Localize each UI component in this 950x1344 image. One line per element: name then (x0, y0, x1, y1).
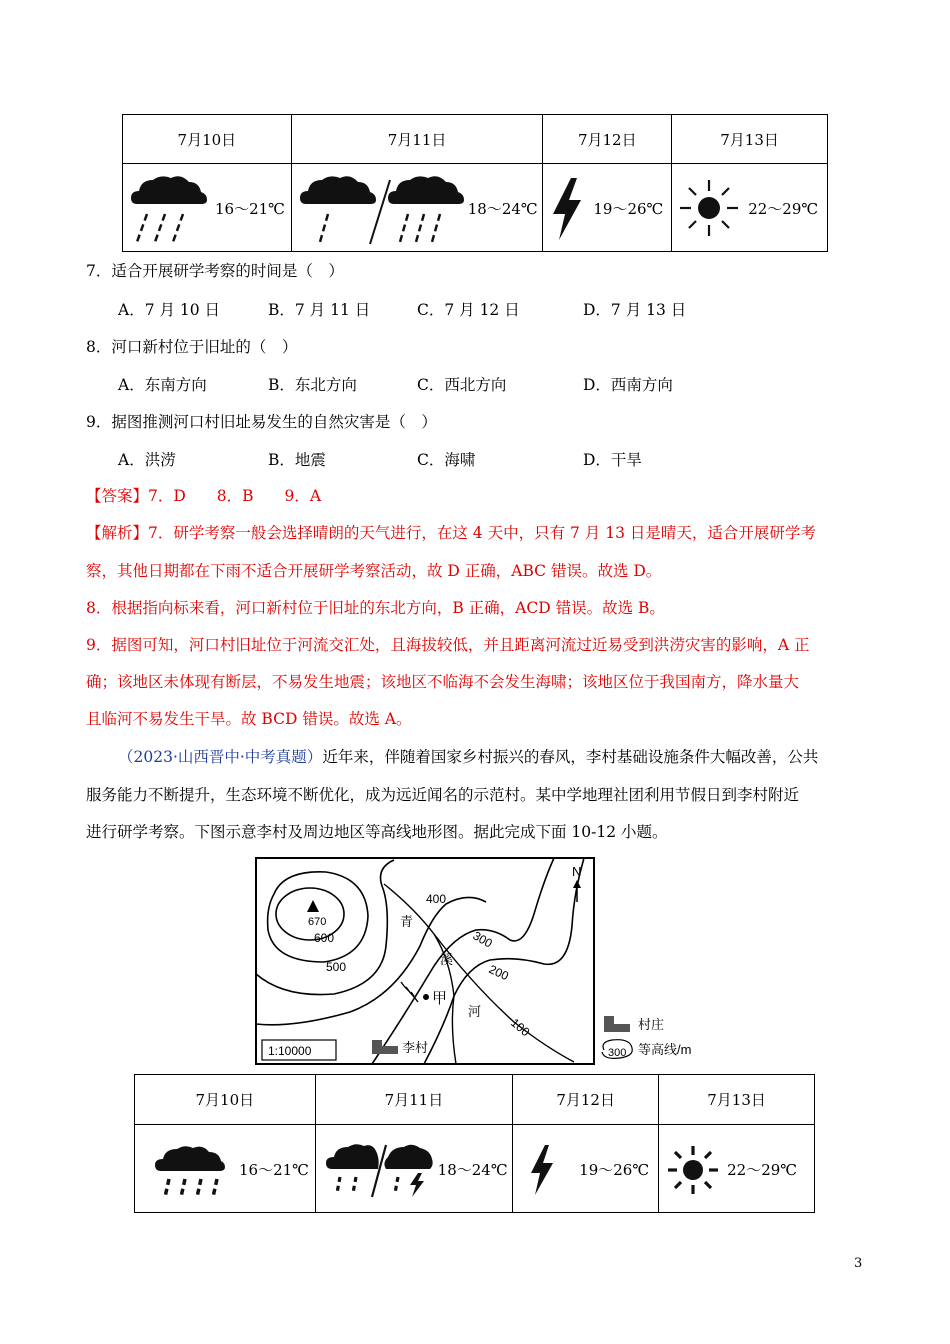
temperature: 18～24℃ (467, 200, 538, 218)
page-number: 3 (854, 1256, 863, 1271)
analysis-line: 9．据图可知，河口村旧址位于河流交汇处，且海拔较低，并且距离河流过近易受到洪涝灾害的影响，A 正 (86, 636, 810, 654)
contour-label: 400 (426, 892, 447, 906)
map-scale: 1:10000 (268, 1044, 312, 1058)
q7-option-b: B．7 月 11 日 (268, 301, 371, 319)
legend-village-icon (604, 1016, 630, 1032)
temperature: 18～24℃ (437, 1161, 508, 1179)
contour-label: 300 (470, 928, 495, 951)
weather-cell (543, 164, 672, 252)
date-cell: 7月11日 (291, 115, 543, 164)
peak-label: 670 (308, 916, 327, 928)
date-cell: 7月13日 (672, 115, 828, 164)
weather-cell (315, 1125, 513, 1213)
temperature: 19～26℃ (593, 200, 664, 218)
intro-line: 进行研学考察。下图示意李村及周边地区等高线地形图。据此完成下面 10-12 小题。 (86, 823, 668, 841)
q7-option-a: A．7 月 10 日 (118, 301, 221, 319)
weather-cell (135, 1125, 316, 1213)
analysis-line: 察，其他日期都在下雨不适合开展研学考察活动，故 D 正确，ABC 错误。故选 D。 (86, 562, 662, 580)
rain-turning-thunderstorm-icon (326, 1143, 434, 1199)
weather-cell (513, 1125, 659, 1213)
analysis-line: 8．根据指向标来看，河口新村位于旧址的东北方向，B 正确，ACD 错误。故选 B。 (86, 599, 665, 617)
heavy-rain-icon (155, 1145, 225, 1197)
contour-label: 100 (508, 1015, 533, 1040)
date-cell: 7月11日 (315, 1075, 513, 1125)
contour-label: 600 (314, 931, 335, 945)
intro-line: 服务能力不断提升，生态环境不断优化，成为远近闻名的示范村。某中学地理社团利用节假日到李村附近 (86, 786, 800, 804)
q9-option-c: C．海啸 (417, 451, 476, 469)
contour-label: 200 (486, 962, 511, 984)
village-label: 李村 (402, 1040, 429, 1055)
question-source: （2023·山西晋中·中考真题） (118, 748, 323, 766)
rain-turning-rain-icon (298, 174, 466, 246)
weather-cell (672, 164, 828, 252)
river-label: 溪 (440, 952, 454, 967)
contour-label: 500 (326, 960, 347, 974)
weather-cell (659, 1125, 815, 1213)
weather-table-2 (134, 1074, 815, 1213)
date-cell: 7月12日 (543, 115, 672, 164)
date-cell: 7月12日 (513, 1075, 659, 1125)
q9-option-d: D．干旱 (583, 451, 642, 469)
point-label: 甲 (432, 990, 448, 1007)
river-label: 河 (468, 1004, 482, 1019)
temperature: 16～21℃ (215, 200, 285, 218)
q8-option-b: B．东北方向 (268, 376, 357, 394)
temperature: 22～29℃ (727, 1161, 798, 1179)
heavy-rain-icon (129, 174, 209, 246)
analysis-line: 确；该地区未体现有断层，不易发生地震；该地区不临海不会发生海啸；该地区位于我国南方，降水量大 (86, 673, 800, 691)
date-cell: 7月13日 (659, 1075, 815, 1125)
intro-first-line (118, 746, 818, 768)
weather-table-1 (122, 114, 828, 252)
q7-option-c: C．7 月 12 日 (417, 301, 520, 319)
sunny-icon (678, 178, 740, 238)
question-7: 7．适合开展研学考察的时间是（ ） (86, 262, 344, 280)
temperature: 22～29℃ (748, 200, 819, 218)
thunder-icon (527, 1143, 555, 1197)
intro-text: 近年来，伴随着国家乡村振兴的春风，李村基础设施条件大幅改善，公共 (322, 748, 819, 766)
analysis-line: 【解析】7．研学考察一般会选择晴朗的天气进行，在这 4 天中，只有 7 月 13 日是晴天，适合开展研学考 (86, 524, 816, 542)
q9-option-a: A．洪涝 (118, 451, 176, 469)
q9-option-b: B．地震 (268, 451, 326, 469)
legend-village-label: 村庄 (638, 1017, 665, 1032)
temperature: 16～21℃ (239, 1161, 309, 1179)
date-cell: 7月10日 (135, 1075, 316, 1125)
contour-map (254, 856, 704, 1068)
q7-option-d: D．7 月 13 日 (583, 301, 687, 319)
analysis-line: 且临河不易发生干旱。故 BCD 错误。故选 A。 (86, 710, 412, 728)
thunder-icon (549, 176, 585, 242)
weather-cell (291, 164, 543, 252)
date-cell: 7月10日 (123, 115, 292, 164)
temperature: 19～26℃ (579, 1161, 650, 1179)
answer-line: 【答案】7．D 8．B 9．A (86, 487, 322, 505)
legend-contour-sample: 300 (608, 1047, 627, 1059)
question-8: 8．河口新村位于旧址的（ ） (86, 338, 298, 356)
sunny-icon (667, 1145, 719, 1195)
q8-option-a: A．东南方向 (118, 376, 207, 394)
weather-cell (123, 164, 292, 252)
river-label: 青 (400, 914, 414, 929)
legend-contour-label: 等高线/m (638, 1042, 692, 1057)
question-9: 9．据图推测河口村旧址易发生的自然灾害是（ ） (86, 413, 437, 431)
north-label: N (572, 864, 582, 879)
q8-option-d: D．西南方向 (583, 376, 673, 394)
q8-option-c: C．西北方向 (417, 376, 507, 394)
